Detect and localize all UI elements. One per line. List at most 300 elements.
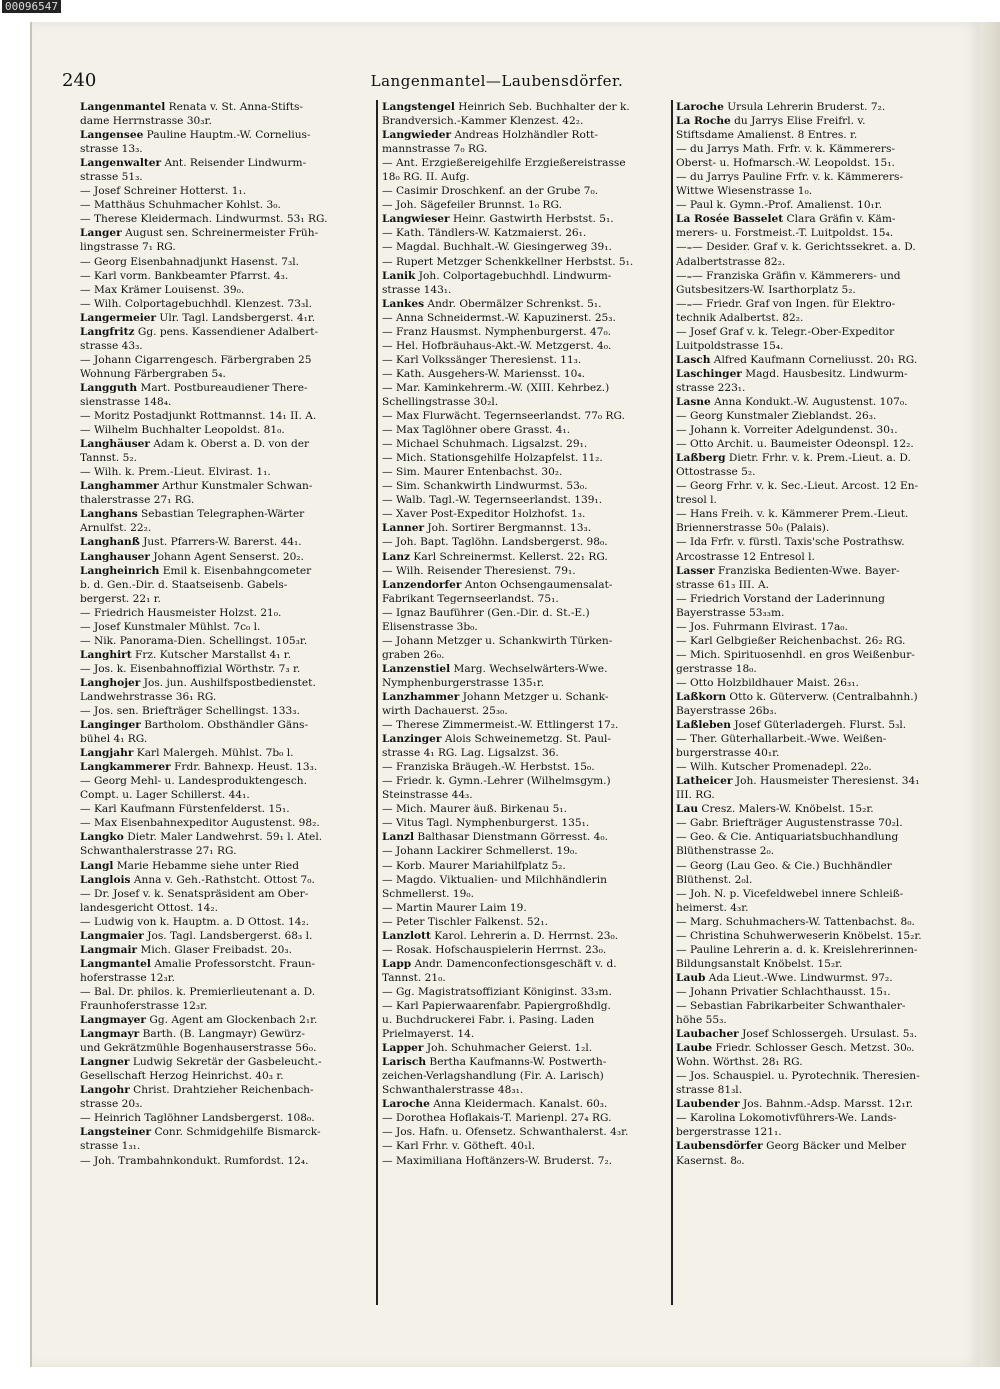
entry-surname: Lankes [382,297,425,310]
directory-entry [676,114,952,128]
entry-details: — Paul k. Gymn.-Prof. Amalienst. 10₁r. [676,199,883,212]
entry-details: — Otto Archit. u. Baumeister Odeonspl. 12₂. [676,438,914,451]
directory-entry [80,353,372,367]
directory-entry [676,212,952,226]
entry-surname: Langinger [80,719,141,732]
directory-entry [382,114,672,128]
entry-details: burgerstrasse 40₁r. [676,747,780,760]
directory-entry [382,550,672,564]
entry-details: — Johann k. Vorreiter Adelgundenst. 30₁. [676,424,898,437]
entry-details: Fabrikant Tegernseerlandst. 75₁. [382,592,559,605]
directory-entry [382,507,672,521]
entry-details: bergerst. 22₁ r. [80,592,162,605]
directory-entry [382,620,672,634]
directory-entry [80,283,372,297]
entry-details: Joh. Hausmeister Theresienst. 34₁ [732,775,920,788]
directory-entry [382,662,672,676]
entry-details: — Johann Privatier Schlachthausst. 15₁. [676,985,891,998]
entry-details: Joh. Schuhmacher Geierst. 1₂l. [423,1042,593,1055]
directory-entry [80,367,372,381]
directory-entry [676,156,952,170]
directory-entry [80,802,372,816]
entry-details: — Georg Kunstmaler Zieblandst. 26₃. [676,410,877,423]
directory-entry [80,451,372,465]
entry-details: — Michael Schuhmach. Ligsalzst. 29₁. [382,438,588,451]
entry-details: — Josef Schreiner Hotterst. 1₁. [80,185,247,198]
directory-entry [676,311,952,325]
entry-details: Sebastian Telegraphen-Wärter [137,508,305,521]
entry-details: tresol l. [676,494,717,507]
entry-details: Andreas Holzhändler Rott- [451,129,598,142]
entry-details: Christ. Drahtzieher Reichenbach- [129,1084,314,1097]
directory-entry [80,212,372,226]
entry-details: — Ida Frfr. v. fürstl. Taxis'sche Postrathsw. [676,536,905,549]
entry-details: — du Jarrys Math. Frfr. v. k. Kämmerers- [676,143,895,156]
entry-details: hoferstrasse 12₃r. [80,971,176,984]
entry-surname: Laßleben [676,719,731,732]
directory-entry [80,437,372,451]
directory-entry [80,606,372,620]
entry-details: thalerstrasse 27₁ RG. [80,494,195,507]
entry-details: Jos. Bahnm.-Adsp. Marsst. 12₁r. [739,1098,913,1111]
entry-surname: Latheicer [676,775,733,788]
entry-details: — Wilh. Kutscher Promenadepl. 22₀. [676,761,872,774]
entry-details: strasse 13₃. [80,143,143,156]
entry-surname: Lanz [382,550,411,563]
directory-entry [676,451,952,465]
entry-details: Anna Kondukt.-W. Augustenst. 107₀. [710,395,908,408]
entry-details: Jos. Tagl. Landsbergerst. 68₃ l. [143,929,313,942]
directory-entry [80,170,372,184]
entry-details: strasse 43₃. [80,339,143,352]
directory-entry [382,184,672,198]
entry-surname: Langhammer [80,480,159,493]
directory-entry [382,648,672,662]
entry-details: — Mich. Spirituosenhdl. en gros Weißenbur- [676,648,915,661]
directory-entry [80,816,372,830]
entry-details: Brandversich.-Kammer Klenzest. 42₂. [382,115,584,128]
entry-details: Franziska Bedienten-Wwe. Bayer- [714,564,900,577]
directory-entry [382,451,672,465]
entry-details: — Georg Frhr. v. k. Sec.-Lieut. Arcost. 12 En- [676,480,919,493]
entry-surname: Langstengel [382,101,455,113]
entry-details: — Wilh. Colportagebuchhdl. Klenzest. 73₃l. [80,297,312,310]
directory-entry [80,550,372,564]
entry-surname: Laroche [676,101,724,113]
directory-entry [676,943,952,957]
directory-entry [676,479,952,493]
entry-details: Josef Schlossergeh. Ursulast. 5₃. [738,1028,918,1041]
directory-entry [382,690,672,704]
directory-entry [80,634,372,648]
entry-details: Bayerstrasse 26b₃. [676,705,777,718]
directory-entry [676,325,952,339]
entry-surname: Langensee [80,129,144,142]
directory-entry [382,353,672,367]
entry-details: Luitpoldstrasse 15₄. [676,339,784,352]
entry-details: Gg. pens. Kassendiener Adalbert- [134,325,319,338]
directory-entry [676,395,952,409]
entry-details: Cresz. Malers-W. Knöbelst. 15₂r. [698,803,874,816]
entry-details: Compt. u. Lager Schillerst. 44₁. [80,789,250,802]
directory-entry [382,212,672,226]
entry-surname: Laroche [382,1098,430,1111]
entry-details: — Magdal. Buchhalt.-W. Giesingerweg 39₁. [382,241,612,254]
entry-surname: Langlois [80,873,131,886]
directory-entry [382,367,672,381]
entry-details: Gesellschaft Herzog Heinrichst. 40₃ r. [80,1070,284,1083]
entry-details: Anna Kleidermach. Kanalst. 60₃. [429,1098,608,1111]
directory-entry [676,339,952,353]
directory-entry [80,592,372,606]
entry-surname: Langohr [80,1084,130,1097]
directory-entry [382,128,672,142]
directory-entry [80,297,372,311]
directory-entry [382,732,672,746]
directory-entry [80,493,372,507]
entry-details: strasse 1₃₁. [80,1140,141,1153]
directory-entry [80,873,372,887]
entry-details: Ottostrasse 5₂. [676,466,756,479]
entry-details: — Matthäus Schuhmacher Kohlst. 3₀. [80,199,281,212]
entry-details: — Sebastian Fabrikarbeiter Schwanthaler- [676,1000,906,1012]
entry-details: Wittwe Wiesenstrasse 1₀. [676,185,813,198]
directory-entry [382,844,672,858]
entry-details: — Friedr. k. Gymn.-Lehrer (Wilhelmsgym.) [382,775,611,788]
directory-entry [676,971,952,985]
directory-entry [80,255,372,269]
entry-details: Arcostrasse 12 Entresol l. [676,550,815,563]
entry-details: — Karolina Lokomotivführers-We. Lands- [676,1112,897,1125]
entry-details: strasse 81₃l. [676,1084,743,1097]
directory-entry [676,830,952,844]
entry-details: Fraunhoferstrasse 12₃r. [80,1000,208,1012]
directory-entry [80,269,372,283]
directory-entry [80,901,372,915]
entry-details: — Wilh. Reisender Theresienst. 79₁. [382,564,576,577]
directory-entry [676,592,952,606]
directory-entry [676,564,952,578]
directory-entry [676,507,952,521]
entry-details: Adam k. Oberst a. D. von der [149,438,310,451]
directory-entry [676,297,952,311]
entry-details: — Martin Maurer Laim 19. [382,901,527,914]
entry-details: Arnulfst. 22₂. [80,522,152,535]
directory-entry [382,816,672,830]
directory-entry [676,634,952,648]
directory-entry [676,535,952,549]
entry-details: — Therese Zimmermeist.-W. Ettlingerst 17₂. [382,719,619,732]
document-id-stamp: 00096547 [2,0,61,13]
entry-details: Karl Malergeh. Mühlst. 7b₀ l. [133,747,294,760]
entry-details: Blüthenst. 2₀l. [676,873,753,886]
directory-entry [382,676,672,690]
directory-entry [382,423,672,437]
entry-details: Jos. jun. Aushilfspostbedienstet. [140,676,316,689]
directory-entry [80,746,372,760]
directory-entry [382,859,672,873]
entry-details: Ludwig Sekretär der Gasbeleucht.- [129,1056,322,1069]
directory-entry [382,915,672,929]
directory-entry [382,774,672,788]
directory-entry [676,1083,952,1097]
entry-surname: Laubender [676,1098,740,1111]
directory-entry [80,844,372,858]
directory-entry [382,1013,672,1027]
directory-entry [676,844,952,858]
directory-entry [80,760,372,774]
directory-entry [676,648,952,662]
column-3 [676,100,952,1168]
page-header [62,70,932,96]
entry-surname: Lanik [382,269,416,282]
entry-details: gerstrasse 18₀. [676,662,757,675]
directory-entry [382,100,672,114]
entry-surname: Langenwalter [80,157,162,170]
entry-surname: Langjahr [80,747,134,760]
entry-surname: Langer [80,227,122,240]
entry-details: —₌— Desider. Graf v. k. Gerichtssekret. a. D. [676,241,916,254]
entry-surname: Larisch [382,1056,427,1069]
directory-entry [676,283,952,297]
directory-entry [676,676,952,690]
directory-entry [676,816,952,830]
directory-entry [382,999,672,1013]
entry-details: — Friedrich Hausmeister Holzst. 21₀. [80,606,282,619]
entry-details: wirth Dachauerst. 25₃₀. [382,705,508,718]
entry-details: Alois Schweinemetzg. St. Paul- [441,733,611,746]
directory-entry [676,255,952,269]
directory-entry [676,550,952,564]
entry-details: Otto k. Güterverw. (Centralbahnh.) [726,690,918,703]
directory-entry [676,929,952,943]
entry-details: — Jos. Fuhrmann Elvirast. 17a₀. [676,620,848,633]
directory-entry [80,156,372,170]
entry-details: — Ludwig von k. Hauptm. a. D Ottost. 14₂. [80,915,310,928]
entry-details: strasse 51₃. [80,171,143,184]
directory-entry [382,704,672,718]
entry-details: Blüthenstrasse 2₀. [676,845,775,858]
entry-surname: Lasne [676,395,711,408]
directory-entry [382,142,672,156]
directory-entry [382,170,672,184]
entry-details: — Jos. Schauspiel. u. Pyrotechnik. Theresien- [676,1070,920,1083]
entry-surname: Langhojer [80,676,141,689]
directory-entry [676,999,952,1013]
entry-details: Clara Gräfin v. Käm- [783,213,896,226]
directory-entry [80,325,372,339]
directory-entry [676,240,952,254]
directory-entry [676,732,952,746]
entry-details: Wohn. Wörthst. 28₁ RG. [676,1056,803,1069]
entry-details: — Johann Lackirer Schmellerst. 19₀. [382,845,578,858]
directory-entry [676,1097,952,1111]
directory-entry [382,1055,672,1069]
entry-details: strasse 20₃. [80,1098,143,1111]
directory-entry [382,381,672,395]
directory-entry [382,339,672,353]
entry-details: Tannst. 5₂. [80,452,137,465]
entry-details: Andr. Obermälzer Schrenkst. 5₁. [424,297,602,310]
entry-surname: Langenmantel [80,101,166,113]
entry-details: strasse 61₃ III. A. [676,578,769,591]
directory-entry [382,1097,672,1111]
entry-details: — Rupert Metzger Schenkkellner Herbstst. 5₁. [382,255,634,268]
column-rule [376,100,378,1305]
entry-surname: Laßberg [676,452,726,465]
directory-entry [80,339,372,353]
entry-details: strasse 223₁. [676,381,746,394]
entry-details: III. RG. [676,789,715,802]
entry-details: — Max Taglöhner obere Grasst. 4₁. [382,424,571,437]
directory-entry [80,1111,372,1125]
entry-surname: Langwieder [382,129,452,142]
entry-details: — Kath. Tändlers-W. Katzmaierst. 26₁. [382,227,587,240]
directory-entry [676,423,952,437]
directory-entry [382,437,672,451]
directory-entry [80,1083,372,1097]
entry-details: — Peter Tischler Falkenst. 52₁. [382,915,548,928]
directory-entry [80,1055,372,1069]
directory-entry [382,269,672,283]
directory-entry [80,479,372,493]
entry-details: — Josef Kunstmaler Mühlst. 7c₀ l. [80,620,261,633]
directory-entry [676,1125,952,1139]
entry-details: — Jos. Hafn. u. Ofensetz. Schwanthalerst. 4₃r. [382,1126,629,1139]
entry-details: — Walb. Tagl.-W. Tegernseerlandst. 139₁. [382,494,603,507]
directory-entry [80,114,372,128]
entry-details: — Georg Eisenbahnadjunkt Hasenst. 7₃l. [80,255,300,268]
entry-details: höhe 55₃. [676,1014,727,1027]
directory-entry [382,1069,672,1083]
entry-details: Landwehrstrasse 36₁ RG. [80,690,217,703]
directory-entry [382,943,672,957]
entry-details: Conr. Schmidgehilfe Bismarck- [151,1126,321,1139]
entry-details: du Jarrys Elise Freifrl. v. [730,115,866,128]
directory-entry [382,901,672,915]
directory-entry [80,676,372,690]
directory-entry [80,1027,372,1041]
entry-surname: Laubacher [676,1028,739,1041]
entry-details: Johann Metzger u. Schank- [459,690,609,703]
entry-details: — Jos. sen. Briefträger Schellingst. 133₃. [80,705,300,718]
directory-entry [80,704,372,718]
entry-surname: Langsteiner [80,1126,152,1139]
entry-details: Ada Lieut.-Wwe. Lindwurmst. 97₂. [705,971,893,984]
directory-entry [382,465,672,479]
directory-entry [676,704,952,718]
entry-details: Briennerstrasse 50₀ (Palais). [676,522,830,535]
column-2 [382,100,672,1168]
entry-details: — Georg Mehl- u. Landesproduktengesch. [80,775,307,788]
directory-entry [80,1154,372,1168]
directory-entry [80,830,372,844]
entry-details: Bartholom. Obsthändler Gäns- [140,719,309,732]
directory-entry [676,170,952,184]
directory-entry [676,620,952,634]
entry-details: heimerst. 4₃r. [676,901,749,914]
directory-entry [676,662,952,676]
directory-entry [676,465,952,479]
directory-entry [382,929,672,943]
directory-entry [382,802,672,816]
entry-details: — Vitus Tagl. Nymphenburgerst. 135₁. [382,817,590,830]
entry-details: Ulr. Tagl. Landsbergerst. 4₁r. [156,311,316,324]
page-number: 240 [62,70,97,91]
entry-details: Renata v. St. Anna-Stifts- [165,101,304,113]
entry-details: — du Jarrys Pauline Frfr. v. k. Kämmerers- [676,171,904,184]
entry-surname: Langko [80,831,124,844]
entry-details: Balthasar Dienstmann Görresst. 4₀. [414,831,608,844]
entry-details: bühel 4₁ RG. [80,733,148,746]
directory-entry [80,943,372,957]
entry-surname: Laschinger [676,367,742,380]
entry-details: Anton Ochsengaumensalat- [461,578,613,591]
adjacent-page-edge [980,22,1000,1367]
entry-surname: Langhäuser [80,438,150,451]
directory-entry [382,887,672,901]
entry-details: — Anna Schneidermst.-W. Kapuzinerst. 25₃. [382,311,616,324]
entry-details: Andr. Damenconfectionsgeschäft v. d. [411,957,617,970]
directory-entry [382,746,672,760]
directory-entry [382,592,672,606]
directory-entry [676,409,952,423]
directory-entry [676,1027,952,1041]
entry-details: — Otto Holzbildhauer Maist. 26₃₁. [676,676,859,689]
directory-entry [80,395,372,409]
entry-details: Pauline Hauptm.-W. Cornelius- [143,129,311,142]
directory-entry [676,1139,952,1153]
directory-entry [382,606,672,620]
entry-surname: Laube [676,1042,713,1055]
directory-entry [80,732,372,746]
entry-surname: Lanner [382,522,425,535]
entry-details: Alfred Kaufmann Corneliusst. 20₁ RG. [710,353,918,366]
entry-details: technik Adalbertst. 82₂. [676,311,804,324]
directory-entry [676,985,952,999]
entry-details: zeichen-Verlagshandlung (Fir. A. Larisch) [382,1070,604,1083]
entry-details: Johann Agent Senserst. 20₂. [149,550,304,563]
directory-entry [382,634,672,648]
entry-details: Frz. Kutscher Marstallst 4₁ r. [131,648,292,661]
entry-surname: La Rosée Basselet [676,213,784,226]
entry-details: Barth. (B. Langmayr) Gewürz- [139,1028,305,1041]
directory-entry [676,184,952,198]
directory-entry [80,620,372,634]
directory-entry [382,985,672,999]
directory-entry [80,887,372,901]
directory-entry [382,830,672,844]
entry-surname: Langhauser [80,550,150,563]
directory-entry [382,760,672,774]
entry-surname: Langl [80,859,114,872]
entry-details: August sen. Schreinermeister Früh- [121,227,319,240]
entry-details: — Josef Graf v. k. Telegr.-Ober-Expeditor [676,325,895,338]
entry-surname: Langmair [80,943,138,956]
directory-entry [676,493,952,507]
entry-details: Bayerstrasse 53₃₃m. [676,606,785,619]
entry-details: mannstrasse 7₀ RG. [382,143,488,156]
entry-details: — Karl Gelbgießer Reichenbachst. 26₂ RG. [676,634,906,647]
entry-details: — Max Krämer Louisenst. 39₀. [80,283,245,296]
entry-details: — Wilh. k. Prem.-Lieut. Elvirast. 1₁. [80,466,271,479]
entry-surname: Lasch [676,353,711,366]
directory-entry [676,142,952,156]
entry-details: — Karl Frhr. v. Götheft. 40₁l. [382,1140,535,1153]
directory-entry [382,788,672,802]
entry-surname: Langhanß [80,536,140,549]
directory-entry [80,971,372,985]
